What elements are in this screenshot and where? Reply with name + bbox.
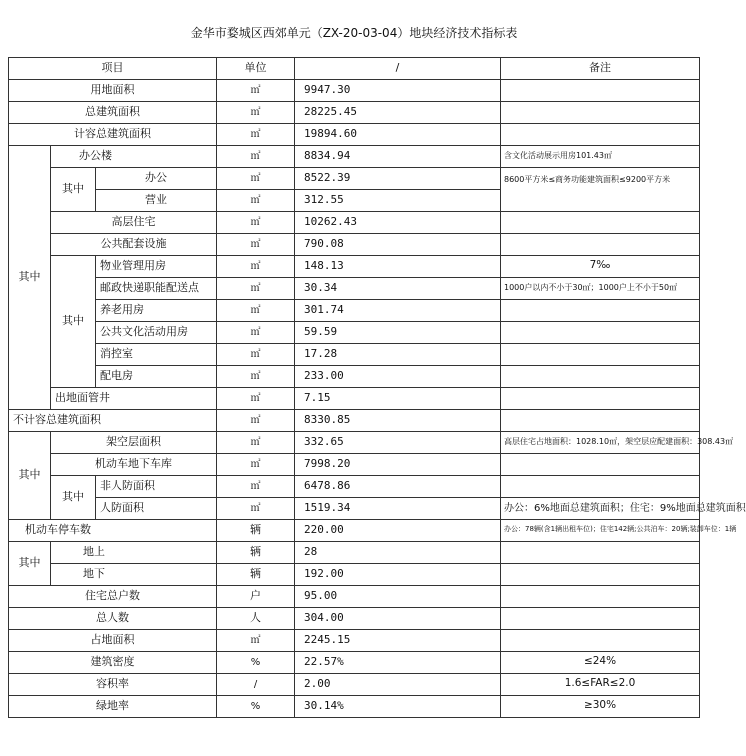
row-note — [501, 123, 700, 145]
row-name: 公共文化活动用房 — [96, 321, 217, 343]
table-row — [9, 167, 700, 189]
row-note: 1000户以内不小于30㎡；1000户上不小于50㎡ — [501, 277, 700, 299]
row-note — [501, 563, 700, 585]
row-value: 8522.39 — [295, 167, 501, 189]
row-name: 人防面积 — [96, 497, 217, 519]
row-unit: ㎡ — [217, 167, 295, 189]
row-unit: ㎡ — [217, 145, 295, 167]
row-value: 233.00 — [295, 365, 501, 387]
row-unit: ㎡ — [217, 431, 295, 453]
row-unit: ㎡ — [217, 101, 295, 123]
row-value: 17.28 — [295, 343, 501, 365]
row-value: 8834.94 — [295, 145, 501, 167]
row-note — [501, 475, 700, 497]
table-title: 金华市婺城区西郊单元（ZX-20-03-04）地块经济技术指标表 — [9, 10, 700, 57]
row-note — [501, 233, 700, 255]
row-value: 312.55 — [295, 189, 501, 211]
row-unit: 辆 — [217, 563, 295, 585]
row-note — [501, 607, 700, 629]
row-name: 总建筑面积 — [9, 101, 217, 123]
table-row — [9, 475, 700, 497]
row-unit: / — [217, 673, 295, 695]
row-value: 7.15 — [295, 387, 501, 409]
row-unit: % — [217, 695, 295, 717]
row-value: 28 — [295, 541, 501, 563]
row-name: 养老用房 — [96, 299, 217, 321]
title-row — [9, 10, 700, 57]
subgroup-label-garage: 其中 — [51, 475, 96, 519]
table-row — [9, 673, 700, 695]
row-name: 公共配套设施 — [51, 233, 217, 255]
row-note: 含文化活动展示用房101.43㎡ — [501, 145, 700, 167]
table-row — [9, 453, 700, 475]
row-value: 30.14% — [295, 695, 501, 717]
row-unit: ㎡ — [217, 255, 295, 277]
table-row — [9, 651, 700, 673]
row-name: 机动车地下车库 — [51, 453, 217, 475]
group-label-nonfar: 其中 — [9, 431, 51, 519]
row-unit: ㎡ — [217, 475, 295, 497]
table-row — [9, 431, 700, 453]
table-row — [9, 145, 700, 167]
row-value: 7998.20 — [295, 453, 501, 475]
row-value: 30.34 — [295, 277, 501, 299]
table-row — [9, 101, 700, 123]
row-note — [501, 387, 700, 409]
row-value: 22.57% — [295, 651, 501, 673]
table-row — [9, 277, 700, 299]
header-item: 项目 — [9, 57, 217, 79]
row-note — [501, 299, 700, 321]
row-value: 1519.34 — [295, 497, 501, 519]
row-unit: 辆 — [217, 519, 295, 541]
row-name: 计容总建筑面积 — [9, 123, 217, 145]
row-unit: ㎡ — [217, 79, 295, 101]
row-name: 营业 — [96, 189, 217, 211]
row-note: ≥30% — [501, 695, 700, 717]
table-row — [9, 519, 700, 541]
row-note — [501, 585, 700, 607]
row-name: 用地面积 — [9, 79, 217, 101]
row-name: 物业管理用房 — [96, 255, 217, 277]
row-unit: ㎡ — [217, 387, 295, 409]
row-note: 办公：78辆(含1辆出租车位)；住宅142辆;公共泊车：20辆;装卸车位：1辆 — [501, 519, 700, 541]
row-note — [501, 541, 700, 563]
row-unit: ㎡ — [217, 189, 295, 211]
row-note — [501, 629, 700, 651]
row-name: 配电房 — [96, 365, 217, 387]
row-name: 容积率 — [9, 673, 217, 695]
subgroup-label-public: 其中 — [51, 255, 96, 387]
table-row — [9, 123, 700, 145]
table-row — [9, 541, 700, 563]
row-unit: % — [217, 651, 295, 673]
row-name: 建筑密度 — [9, 651, 217, 673]
row-name: 住宅总户数 — [9, 585, 217, 607]
row-name: 办公 — [96, 167, 217, 189]
row-unit: ㎡ — [217, 497, 295, 519]
table-row — [9, 211, 700, 233]
row-name: 出地面管井 — [51, 387, 217, 409]
table-row — [9, 343, 700, 365]
row-unit: ㎡ — [217, 277, 295, 299]
row-note: 1.6≤FAR≤2.0 — [501, 673, 700, 695]
row-unit: 人 — [217, 607, 295, 629]
row-note — [501, 79, 700, 101]
row-value: 28225.45 — [295, 101, 501, 123]
row-name: 邮政快递职能配送点 — [96, 277, 217, 299]
table-row — [9, 365, 700, 387]
row-note — [501, 343, 700, 365]
row-name: 地下 — [51, 563, 217, 585]
row-note: ≤24% — [501, 651, 700, 673]
row-name: 占地面积 — [9, 629, 217, 651]
row-unit: 户 — [217, 585, 295, 607]
row-note: 办公：6%地面总建筑面积；住宅：9%地面总建筑面积 — [501, 497, 700, 519]
table-row — [9, 321, 700, 343]
row-value: 19894.60 — [295, 123, 501, 145]
row-value: 8330.85 — [295, 409, 501, 431]
row-value: 2.00 — [295, 673, 501, 695]
office-range-note: 8600平方米≤商务功能建筑面积≤9200平方米 — [501, 167, 700, 211]
row-name: 高层住宅 — [51, 211, 217, 233]
table-row — [9, 409, 700, 431]
row-unit: ㎡ — [217, 409, 295, 431]
row-name: 非人防面积 — [96, 475, 217, 497]
row-note — [501, 211, 700, 233]
row-name: 消控室 — [96, 343, 217, 365]
row-value: 9947.30 — [295, 79, 501, 101]
row-value: 10262.43 — [295, 211, 501, 233]
row-name: 机动车停车数 — [9, 519, 217, 541]
group-label-parking: 其中 — [9, 541, 51, 585]
row-unit: ㎡ — [217, 321, 295, 343]
header-note: 备注 — [501, 57, 700, 79]
row-unit: ㎡ — [217, 299, 295, 321]
row-value: 59.59 — [295, 321, 501, 343]
row-name: 架空层面积 — [51, 431, 217, 453]
header-value: / — [295, 57, 501, 79]
row-unit: ㎡ — [217, 453, 295, 475]
row-value: 332.65 — [295, 431, 501, 453]
table-row — [9, 629, 700, 651]
table-row — [9, 695, 700, 717]
row-note — [501, 101, 700, 123]
row-unit: ㎡ — [217, 629, 295, 651]
table-row — [9, 233, 700, 255]
row-value: 220.00 — [295, 519, 501, 541]
row-note — [501, 365, 700, 387]
row-value: 148.13 — [295, 255, 501, 277]
table-row — [9, 299, 700, 321]
row-unit: ㎡ — [217, 365, 295, 387]
row-value: 192.00 — [295, 563, 501, 585]
row-value: 790.08 — [295, 233, 501, 255]
subgroup-label-office: 其中 — [51, 167, 96, 211]
row-unit: ㎡ — [217, 123, 295, 145]
table-row — [9, 585, 700, 607]
header-row — [9, 57, 700, 79]
row-unit: ㎡ — [217, 211, 295, 233]
row-name: 绿地率 — [9, 695, 217, 717]
table-row — [9, 497, 700, 519]
row-note — [501, 321, 700, 343]
row-unit: ㎡ — [217, 233, 295, 255]
group-label-far: 其中 — [9, 145, 51, 409]
table-row — [9, 255, 700, 277]
table-row — [9, 607, 700, 629]
row-name: 总人数 — [9, 607, 217, 629]
row-name: 地上 — [51, 541, 217, 563]
row-note — [501, 409, 700, 431]
row-value: 301.74 — [295, 299, 501, 321]
row-value: 95.00 — [295, 585, 501, 607]
row-value: 304.00 — [295, 607, 501, 629]
row-value: 2245.15 — [295, 629, 501, 651]
row-name: 不计容总建筑面积 — [9, 409, 217, 431]
header-unit: 单位 — [217, 57, 295, 79]
row-note: 高层住宅占地面积：1028.10㎡，架空层应配建面积：308.43㎡ — [501, 431, 700, 453]
row-name: 办公楼 — [51, 145, 217, 167]
table-row — [9, 79, 700, 101]
row-note — [501, 453, 700, 475]
indicator-table — [8, 10, 746, 718]
row-note: 7‰ — [501, 255, 700, 277]
row-unit: 辆 — [217, 541, 295, 563]
table-row — [9, 387, 700, 409]
table-row — [9, 563, 700, 585]
row-unit: ㎡ — [217, 343, 295, 365]
row-value: 6478.86 — [295, 475, 501, 497]
